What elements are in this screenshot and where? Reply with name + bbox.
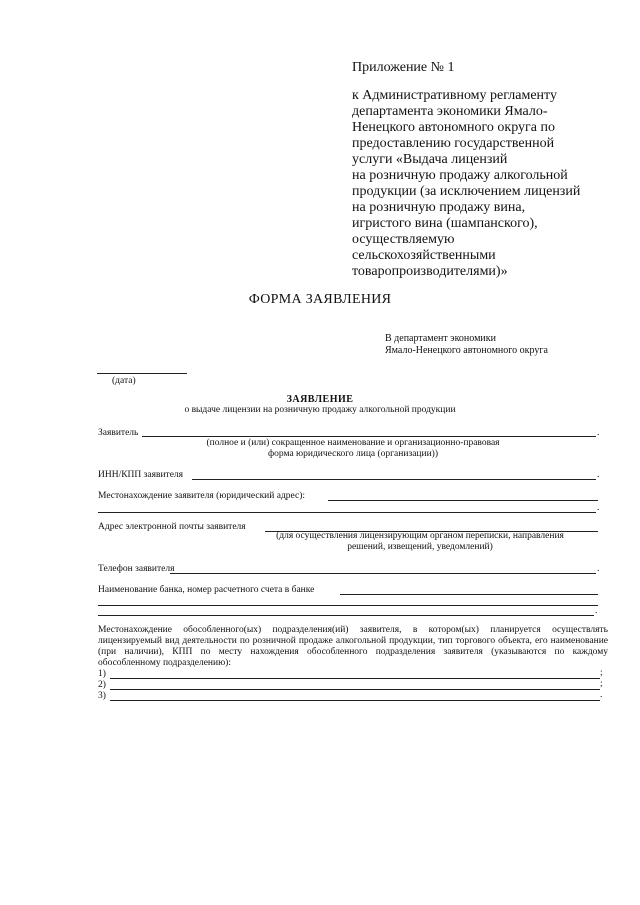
branch-paragraph: Местонахождение обособленного(ых) подразделения(ий) заявителя, в котором(ых) планируется осуществлять лицензируемый вид деятельности по розничной продаже алкогольной продукции, тип торгового объекта, его наименование (при наличии), КПП по месту нахождения обособленного подразделения заявителя (указываются по каждому обособленному подразделению): <box>98 625 608 668</box>
email-hint-line-1: (для осуществления лицензирующим органом переписки, направления <box>276 531 564 541</box>
bank-field-line-3[interactable] <box>98 615 594 616</box>
applicant-field[interactable] <box>142 436 596 437</box>
application-subtitle: о выдаче лицензии на розничную продажу алкогольной продукции <box>184 405 456 415</box>
applicant-end-dot: . <box>597 428 600 438</box>
branch-item-3-end: . <box>600 690 603 700</box>
location-end-dot: . <box>597 503 600 513</box>
applicant-hint-line-1: (полное и (или) сокращенное наименование и организационно-правовая <box>206 438 500 448</box>
appendix-line: товаропроизводителями)» <box>352 264 508 279</box>
application-title: ЗАЯВЛЕНИЕ <box>286 394 354 405</box>
date-label: (дата) <box>112 376 136 386</box>
appendix-line: к Административному регламенту <box>352 88 557 103</box>
inn-end-dot: . <box>597 470 600 480</box>
branch-item-2-field[interactable] <box>110 689 600 690</box>
inn-field[interactable] <box>192 479 596 480</box>
branch-item-2-end: ; <box>600 679 603 689</box>
location-label: Местонахождение заявителя (юридический адрес): <box>98 491 305 501</box>
branch-item-1-end: ; <box>600 668 603 678</box>
inn-label: ИНН/КПП заявителя <box>98 470 184 480</box>
addressee-line-2: Ямало-Ненецкого автономного округа <box>385 345 548 356</box>
location-field[interactable] <box>328 500 598 501</box>
branch-item-1-label: 1) <box>98 669 106 679</box>
appendix-line: услуги «Выдача лицензий <box>352 152 508 167</box>
appendix-line: предоставлению государственной <box>352 136 555 151</box>
email-hint-line-2: решений, извещений, уведомлений) <box>347 542 493 552</box>
appendix-line: продукции (за исключением лицензий <box>352 184 581 199</box>
location-field-line-2[interactable] <box>98 512 596 513</box>
appendix-title: Приложение № 1 <box>352 60 455 75</box>
email-label: Адрес электронной почты заявителя <box>98 522 246 532</box>
form-title: ФОРМА ЗАЯВЛЕНИЯ <box>248 292 392 307</box>
bank-field-line-2[interactable] <box>98 605 598 606</box>
bank-field[interactable] <box>340 594 598 595</box>
email-hint <box>230 531 610 553</box>
branch-item-3-label: 3) <box>98 691 106 701</box>
addressee <box>385 333 548 357</box>
phone-end-dot: . <box>597 564 600 574</box>
branch-item-1-field[interactable] <box>110 678 600 679</box>
appendix-line: на розничную продажу вина, <box>352 200 526 215</box>
branch-item-3-field[interactable] <box>110 700 600 701</box>
date-field[interactable] <box>97 373 187 374</box>
bank-end-dot: . <box>595 606 598 616</box>
addressee-line-1: В департамент экономики <box>385 333 496 344</box>
applicant-hint <box>98 438 608 460</box>
appendix-line: сельскохозяйственными <box>352 248 496 263</box>
bank-label: Наименование банка, номер расчетного счета в банке <box>98 585 315 595</box>
appendix-header <box>352 60 602 280</box>
appendix-line: Ненецкого автономного округа по <box>352 120 555 135</box>
phone-field[interactable] <box>170 573 596 574</box>
appendix-line: на розничную продажу алкогольной <box>352 168 568 183</box>
applicant-label: Заявитель <box>98 428 139 438</box>
appendix-line: департамента экономики Ямало- <box>352 104 548 119</box>
appendix-line: осуществляемую <box>352 232 455 247</box>
phone-label: Телефон заявителя <box>98 564 175 574</box>
appendix-line: игристого вина (шампанского), <box>352 216 538 231</box>
branch-item-2-label: 2) <box>98 680 106 690</box>
applicant-hint-line-2: форма юридического лица (организации)) <box>267 449 438 459</box>
